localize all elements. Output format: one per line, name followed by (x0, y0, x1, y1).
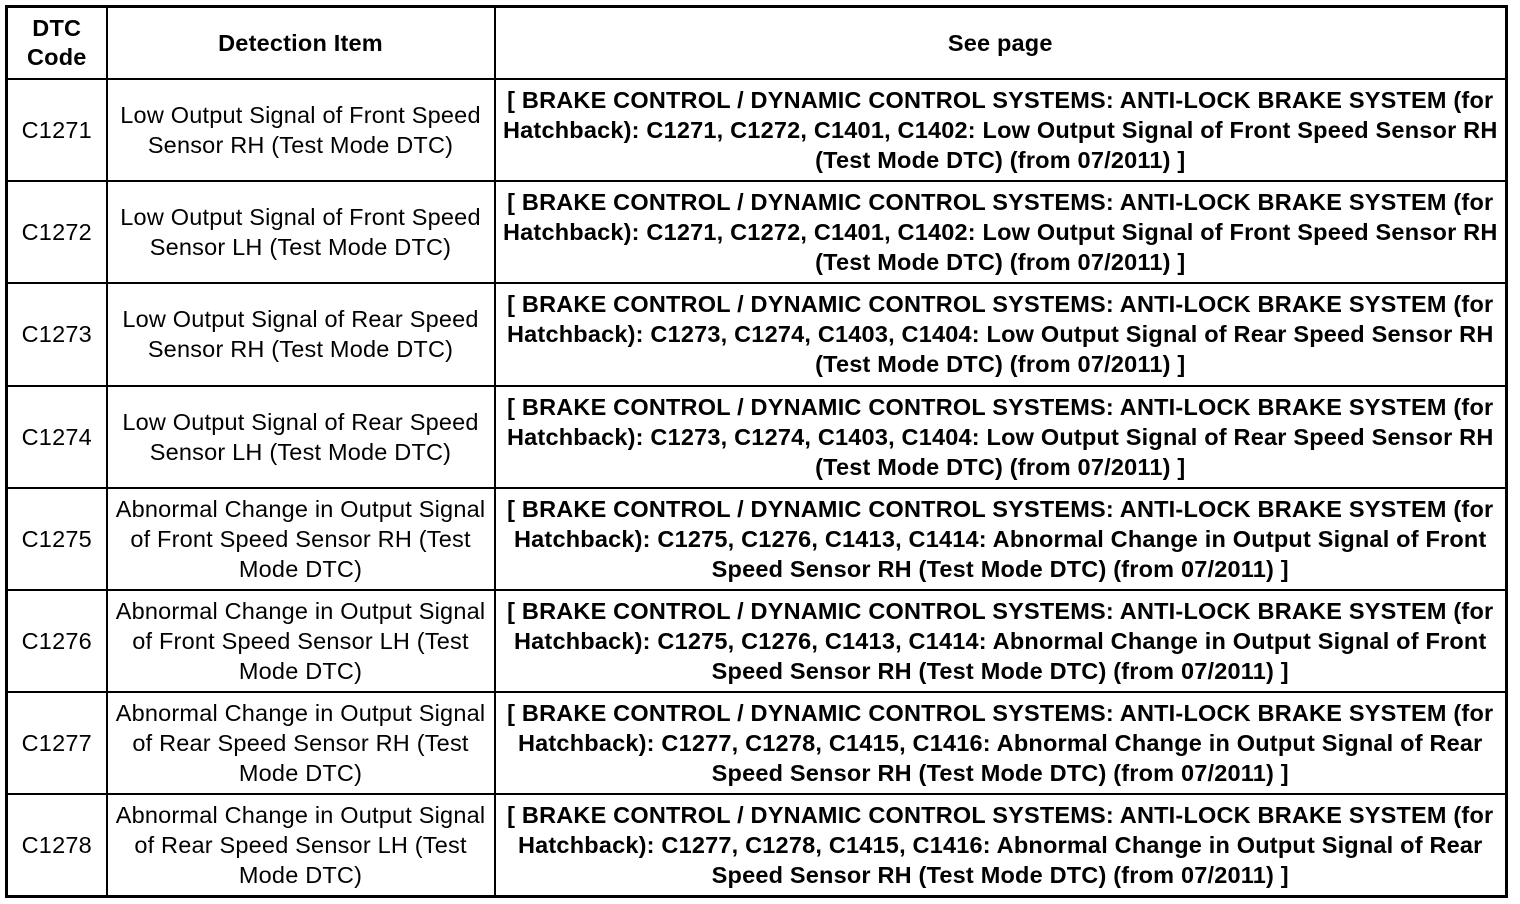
table-row (7, 79, 1507, 181)
dtc-code-cell: C1277 (7, 692, 107, 794)
dtc-code-cell: C1276 (7, 590, 107, 692)
table-row (7, 590, 1507, 692)
detection-item-cell: Low Output Signal of Rear Speed Sensor LH (Test Mode DTC) (107, 386, 495, 488)
header-row (7, 7, 1507, 80)
table-row (7, 181, 1507, 283)
detection-item-cell: Abnormal Change in Output Signal of Rear Speed Sensor RH (Test Mode DTC) (107, 692, 495, 794)
see-page-link[interactable]: [ BRAKE CONTROL / DYNAMIC CONTROL SYSTEMS: ANTI-LOCK BRAKE SYSTEM (for Hatchback): C1273, C1274, C1403, C1404: Low Output Signal of Rear Speed Sensor RH (Test Mode DTC) (from 07/2011) ] (495, 386, 1507, 488)
detection-item-cell: Low Output Signal of Rear Speed Sensor RH (Test Mode DTC) (107, 283, 495, 385)
see-page-link[interactable]: [ BRAKE CONTROL / DYNAMIC CONTROL SYSTEMS: ANTI-LOCK BRAKE SYSTEM (for Hatchback): C1277, C1278, C1415, C1416: Abnormal Change in Output Signal of Rear Speed Sensor RH (Test Mode DTC) (from 07/2011) ] (495, 692, 1507, 794)
see-page-link[interactable]: [ BRAKE CONTROL / DYNAMIC CONTROL SYSTEMS: ANTI-LOCK BRAKE SYSTEM (for Hatchback): C1271, C1272, C1401, C1402: Low Output Signal of Front Speed Sensor RH (Test Mode DTC) (from 07/2011) ] (495, 181, 1507, 283)
dtc-code-cell: C1278 (7, 794, 107, 896)
table-row (7, 692, 1507, 794)
see-page-link[interactable]: [ BRAKE CONTROL / DYNAMIC CONTROL SYSTEMS: ANTI-LOCK BRAKE SYSTEM (for Hatchback): C1271, C1272, C1401, C1402: Low Output Signal of Front Speed Sensor RH (Test Mode DTC) (from 07/2011) ] (495, 79, 1507, 181)
detection-item-cell: Low Output Signal of Front Speed Sensor RH (Test Mode DTC) (107, 79, 495, 181)
see-page-link[interactable]: [ BRAKE CONTROL / DYNAMIC CONTROL SYSTEMS: ANTI-LOCK BRAKE SYSTEM (for Hatchback): C1275, C1276, C1413, C1414: Abnormal Change in Output Signal of Front Speed Sensor RH (Test Mode DTC) (from 07/2011) ] (495, 590, 1507, 692)
dtc-code-cell: C1275 (7, 488, 107, 590)
dtc-table (5, 5, 1508, 898)
see-page-link[interactable]: [ BRAKE CONTROL / DYNAMIC CONTROL SYSTEMS: ANTI-LOCK BRAKE SYSTEM (for Hatchback): C1273, C1274, C1403, C1404: Low Output Signal of Rear Speed Sensor RH (Test Mode DTC) (from 07/2011) ] (495, 283, 1507, 385)
detection-item-cell: Abnormal Change in Output Signal of Front Speed Sensor LH (Test Mode DTC) (107, 590, 495, 692)
detection-item-cell: Low Output Signal of Front Speed Sensor LH (Test Mode DTC) (107, 181, 495, 283)
table-row (7, 386, 1507, 488)
see-page-link[interactable]: [ BRAKE CONTROL / DYNAMIC CONTROL SYSTEMS: ANTI-LOCK BRAKE SYSTEM (for Hatchback): C1277, C1278, C1415, C1416: Abnormal Change in Output Signal of Rear Speed Sensor RH (Test Mode DTC) (from 07/2011) ] (495, 794, 1507, 896)
table-body (7, 79, 1507, 897)
header-dtc-code: DTC Code (7, 7, 107, 80)
dtc-code-cell: C1273 (7, 283, 107, 385)
table-row (7, 283, 1507, 385)
detection-item-cell: Abnormal Change in Output Signal of Rear Speed Sensor LH (Test Mode DTC) (107, 794, 495, 896)
table-row (7, 794, 1507, 896)
dtc-code-cell: C1272 (7, 181, 107, 283)
detection-item-cell: Abnormal Change in Output Signal of Front Speed Sensor RH (Test Mode DTC) (107, 488, 495, 590)
see-page-link[interactable]: [ BRAKE CONTROL / DYNAMIC CONTROL SYSTEMS: ANTI-LOCK BRAKE SYSTEM (for Hatchback): C1275, C1276, C1413, C1414: Abnormal Change in Output Signal of Front Speed Sensor RH (Test Mode DTC) (from 07/2011) ] (495, 488, 1507, 590)
table-row (7, 488, 1507, 590)
dtc-code-cell: C1274 (7, 386, 107, 488)
table-header (7, 7, 1507, 80)
header-see-page: See page (495, 7, 1507, 80)
header-detection-item: Detection Item (107, 7, 495, 80)
dtc-code-cell: C1271 (7, 79, 107, 181)
